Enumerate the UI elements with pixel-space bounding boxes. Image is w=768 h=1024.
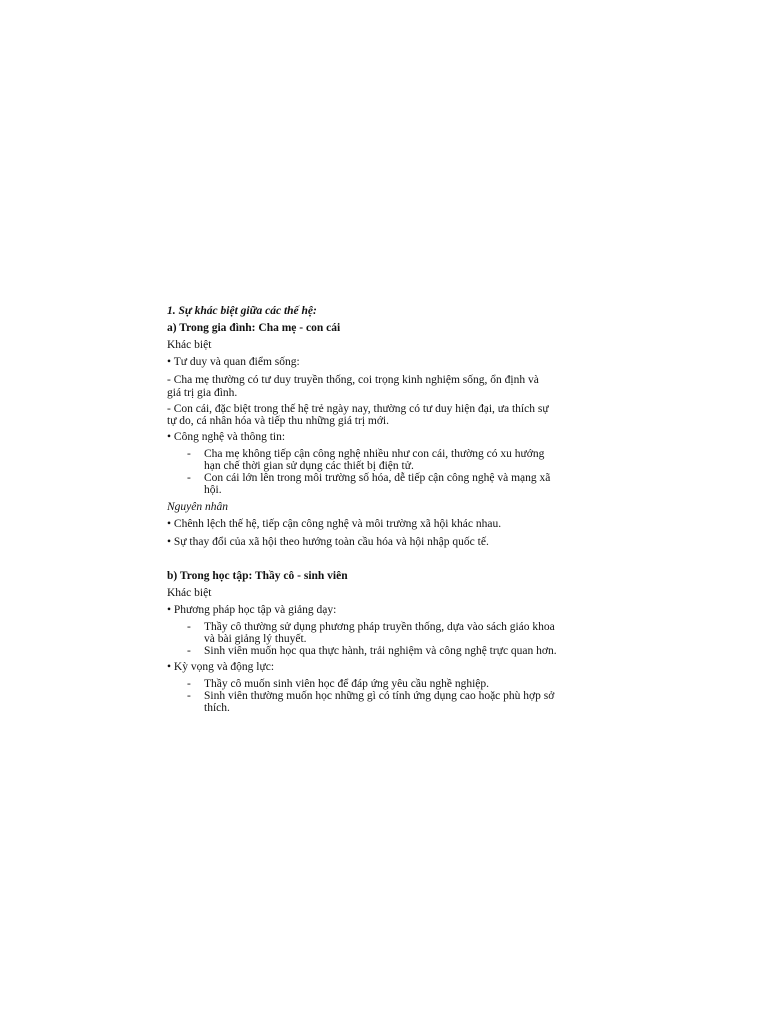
dash-marker: - (187, 645, 191, 657)
section-b-bullet-2-line: Sinh viên thường muốn học những gì có tính ứng dụng cao hoặc phù hợp sở (204, 690, 555, 702)
section-a-bullet-1-line: giá trị gia đình. (167, 387, 238, 399)
dash-marker: - (187, 448, 191, 460)
section-b-bullet-1-line: Thầy cô thường sử dụng phương pháp truyền thống, dựa vào sách giáo khoa (204, 621, 555, 633)
section-a-bullet-2: • Công nghệ và thông tin: (167, 431, 286, 443)
section-a-bullet-1: • Tư duy và quan điểm sống: (167, 356, 300, 368)
cause-item: • Sự thay đổi của xã hội theo hướng toàn cầu hóa và hội nhập quốc tế. (167, 536, 489, 548)
dash-marker: - (187, 621, 191, 633)
main-heading: 1. Sự khác biệt giữa các thế hệ: (167, 305, 317, 317)
section-b-bullet-1: • Phương pháp học tập và giảng dạy: (167, 604, 337, 616)
section-b-title: b) Trong học tập: Thầy cô - sinh viên (167, 570, 348, 582)
section-b-bullet-2-line: thích. (204, 702, 230, 714)
section-a-title: a) Trong gia đình: Cha mẹ - con cái (167, 322, 341, 334)
section-b-bullet-2: • Kỳ vọng và động lực: (167, 661, 275, 673)
section-b-bullet-1-line: Sinh viên muốn học qua thực hành, trải nghiệm và công nghệ trực quan hơn. (204, 645, 557, 657)
cause-label: Nguyên nhân (167, 501, 229, 513)
dash-marker: - (187, 472, 191, 484)
dash-marker: - (187, 690, 191, 702)
section-a-bullet-1-line: - Con cái, đặc biệt trong thế hệ trẻ ngày nay, thường có tư duy hiện đại, ưa thích sự (167, 403, 549, 415)
section-a-bullet-2-line: hội. (204, 484, 222, 496)
section-a-bullet-2-line: Cha mẹ không tiếp cận công nghệ nhiều như con cái, thường có xu hướng (204, 448, 545, 460)
section-a-bullet-2-line: Con cái lớn lên trong môi trường số hóa, dễ tiếp cận công nghệ và mạng xã (204, 472, 551, 484)
section-a-bullet-1-line: tự do, cá nhân hóa và tiếp thu những giá trị mới. (167, 415, 389, 427)
cause-item: • Chênh lệch thế hệ, tiếp cận công nghệ và môi trường xã hội khác nhau. (167, 518, 502, 530)
section-b-diff-label: Khác biệt (167, 587, 212, 599)
section-b-bullet-1-line: và bài giảng lý thuyết. (204, 633, 307, 645)
section-b-bullet-2-line: Thầy cô muốn sinh viên học để đáp ứng yêu cầu nghề nghiệp. (204, 678, 490, 690)
section-a-diff-label: Khác biệt (167, 339, 212, 351)
section-a-bullet-2-line: hạn chế thời gian sử dụng các thiết bị điện tử. (204, 460, 414, 472)
dash-marker: - (187, 678, 191, 690)
section-a-bullet-1-line: - Cha mẹ thường có tư duy truyền thống, coi trọng kinh nghiệm sống, ổn định và (167, 374, 539, 386)
